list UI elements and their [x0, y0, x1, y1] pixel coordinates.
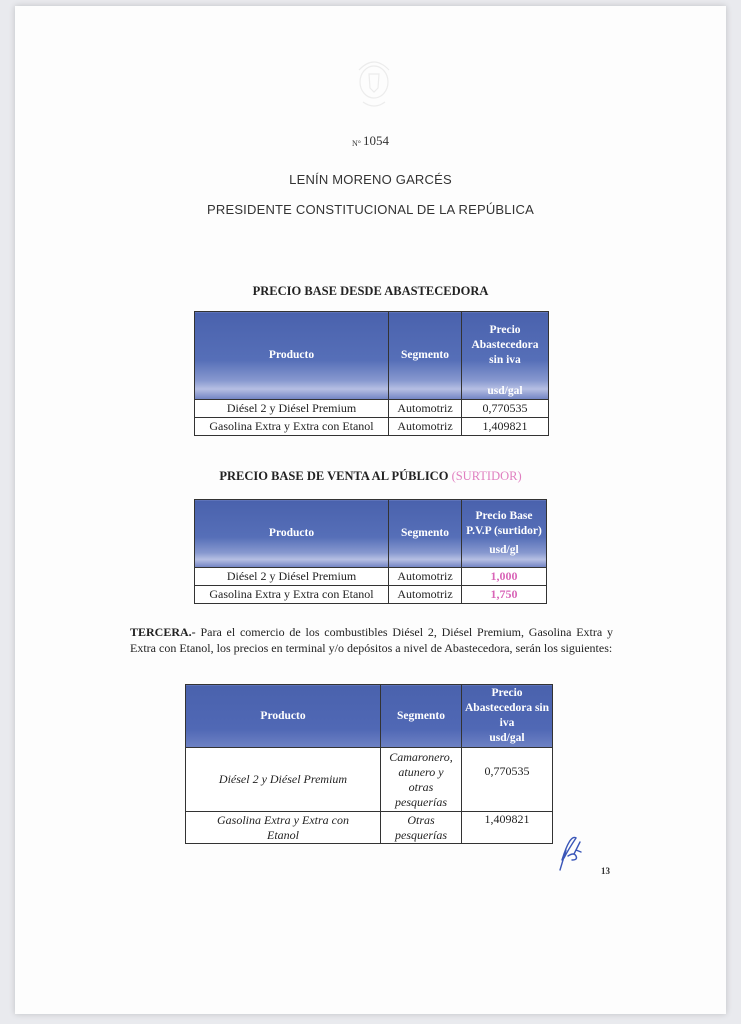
signature-initials	[556, 830, 582, 872]
col-header-product: Producto	[195, 500, 389, 568]
president-name: LENÍN MORENO GARCÉS	[289, 172, 452, 187]
table-terminal-prices	[185, 684, 553, 844]
col-header-segment: Segmento	[389, 500, 462, 568]
col-header-segment: Segmento	[381, 685, 462, 748]
table1-title: PRECIO BASE DESDE ABASTECEDORA	[252, 284, 489, 298]
table-base-price-public	[194, 499, 547, 604]
coat-of-arms-seal	[351, 52, 397, 110]
table-row: Gasolina Extra y Extra con Etanol Otras pesquerías 1,409821	[186, 812, 553, 844]
col-header-product: Producto	[186, 685, 381, 748]
tercera-paragraph: TERCERA.- Para el comercio de los combustibles Diésel 2, Diésel Premium, Gasolina Extra y Extra con Etanol, los precios en terminal y/o depósitos a nivel de Abastecedora, serán los siguientes:	[130, 625, 613, 655]
table-base-price-supplier	[194, 311, 549, 436]
col-header-segment: Segmento	[389, 312, 462, 400]
table-row: Diésel 2 y Diésel Premium Automotriz 0,770535	[195, 400, 549, 418]
table2-title: PRECIO BASE DE VENTA AL PÚBLICO (SURTIDOR)	[219, 469, 522, 483]
col-header-price: Precio Abastecedora sin iva usd/gal	[462, 685, 553, 748]
table-row: Diésel 2 y Diésel Premium Camaronero, atunero y otras pesquerías 0,770535	[186, 748, 553, 812]
table-row: Gasolina Extra y Extra con Etanol Automotriz 1,409821	[195, 418, 549, 436]
table-row: Gasolina Extra y Extra con Etanol Automotriz 1,750	[195, 586, 547, 604]
page-number: 13	[601, 866, 610, 876]
col-header-price: Precio Abastecedora sin iva usd/gal	[462, 312, 549, 400]
col-header-price: Precio Base P.V.P (surtidor) usd/gl	[462, 500, 547, 568]
col-header-product: Producto	[195, 312, 389, 400]
table-row: Diésel 2 y Diésel Premium Automotriz 1,000	[195, 568, 547, 586]
president-title: PRESIDENTE CONSTITUCIONAL DE LA REPÚBLICA	[206, 202, 534, 217]
decree-number: N° 1054	[352, 133, 389, 148]
